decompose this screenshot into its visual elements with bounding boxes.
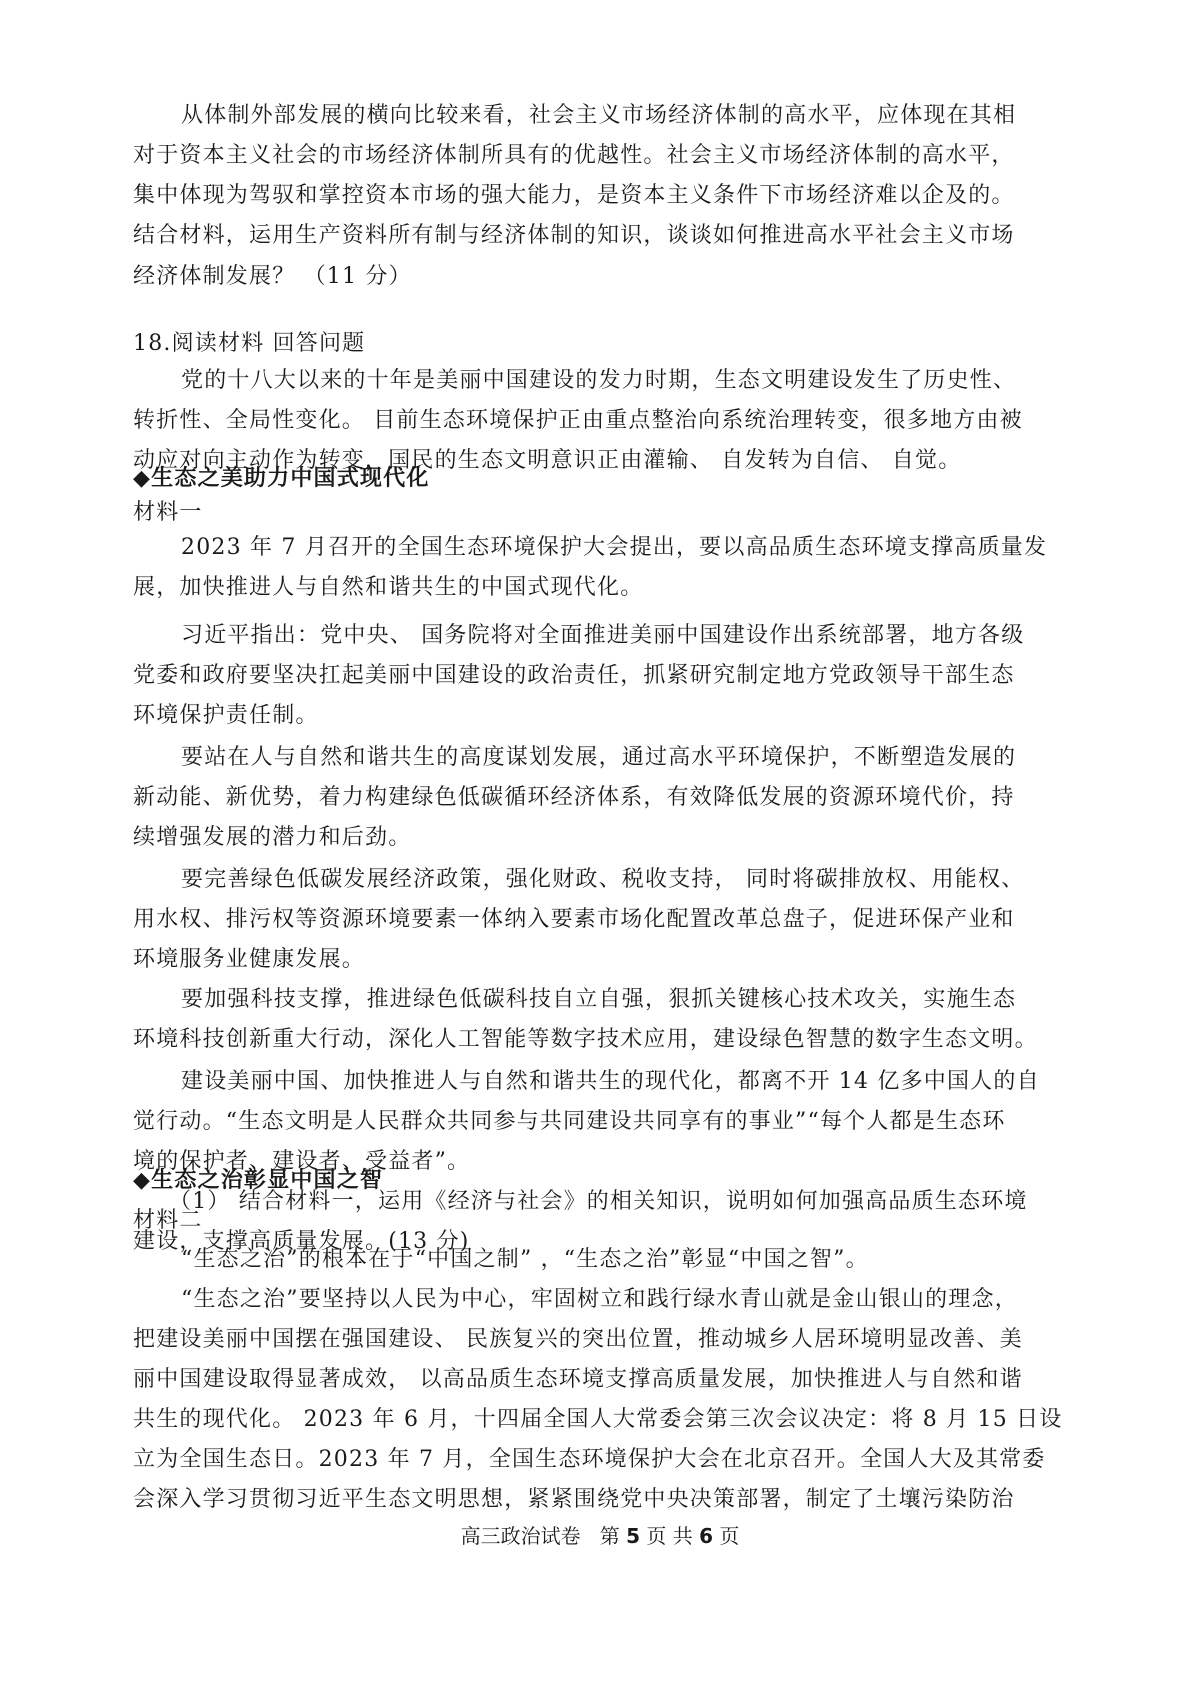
section-heading: ◆生态之治彰显中国之智 [133,1168,384,1193]
paragraph-line: 集中体现为驾驭和掌控资本市场的强大能力，是资本主义条件下市场经济难以企及的。 [133,183,1015,208]
intro-line: 动应对向主动作为转变，国民的生态文明意识正由灌输、 自发转为自信、 自觉。 [133,448,962,473]
material-line: 觉行动。“生态文明是人民群众共同参与共同建设共同享有的事业”“每个人都是生态环 [133,1109,1006,1134]
material-line: 续增强发展的潜力和后劲。 [133,825,412,850]
paragraph-line: 从体制外部发展的横向比较来看，社会主义市场经济体制的高水平，应体现在其相 [181,103,1017,128]
page-footer [0,1522,1200,1550]
footer-prefix: 高三政治试卷 [460,1524,581,1548]
material-line: 展，加快推进人与自然和谐共生的中国式现代化。 [133,575,644,600]
material-line: 党委和政府要坚决扛起美丽中国建设的政治责任，抓紧研究制定地方党政领导干部生态 [133,663,1015,688]
material-line: 丽中国建设取得显著成效， 以高品质生态环境支撑高质量发展，加快推进人与自然和谐 [133,1367,1023,1392]
footer-page-number: 5 [626,1524,640,1548]
material-line: 环境科技创新重大行动，深化人工智能等数字技术应用，建设绿色智慧的数字生态文明。 [133,1027,1038,1052]
material-line: 习近平指出：党中央、 国务院将对全面推进美丽中国建设作出系统部署，地方各级 [181,623,1025,648]
footer-page-word: 页 [719,1524,740,1548]
intro-line: 转折性、全局性变化。 目前生态环境保护正由重点整治向系统治理转变，很多地方由被 [133,408,1023,433]
paragraph-line: 对于资本主义社会的市场经济体制所具有的优越性。社会主义市场经济体制的高水平， [133,143,1015,168]
material-line: 新动能、新优势，着力构建绿色低碳循环经济体系，有效降低发展的资源环境代价，持 [133,785,1015,810]
subquestion-line: （1） 结合材料一，运用《经济与社会》的相关知识，说明如何加强高品质生态环境 [169,1189,1028,1214]
material-line: 共生的现代化。 2023 年 6 月，十四届全国人大常委会第三次会议决定：将 8 月 15 日设 [133,1407,1063,1432]
footer-total-pages: 6 [699,1524,713,1548]
material-line: 要站在人与自然和谐共生的高度谋划发展，通过高水平环境保护，不断塑造发展的 [181,745,1017,770]
paragraph-line: 结合材料，运用生产资料所有制与经济体制的知识，谈谈如何推进高水平社会主义市场 [133,223,1015,248]
material-line: 要加强科技支撑，推进绿色低碳科技自立自强，狠抓关键核心技术攻关，实施生态 [181,987,1017,1012]
material-line: 建设美丽中国、加快推进人与自然和谐共生的现代化，都离不开 14 亿多中国人的自 [181,1069,1040,1094]
material-label: 材料一 [133,500,203,525]
material-line: 环境保护责任制。 [133,703,319,728]
material-label: 材料二 [133,1208,203,1233]
material-line: 境的保护者、建设者、受益者”。 [133,1149,471,1174]
subquestion-line: 建设，支撑高质量发展。(13 分) [133,1229,470,1254]
material-line: “生态之治”要坚持以人民为中心，牢固树立和践行绿水青山就是金山银山的理念， [181,1287,1018,1312]
intro-line: 党的十八大以来的十年是美丽中国建设的发力时期，生态文明建设发生了历史性、 [181,368,1017,393]
material-line: “生态之治”的根本在于“中国之制” ，“生态之治”彰显“中国之智”。 [181,1247,869,1272]
footer-page-word: 第 [599,1524,620,1548]
footer-page-word: 页 共 [646,1524,693,1548]
material-line: 会深入学习贯彻习近平生态文明思想，紧紧围绕党中央决策部署，制定了土壤污染防治 [133,1487,1015,1512]
material-line: 环境服务业健康发展。 [133,947,366,972]
question-points-line: 经济体制发展？ （11 分） [133,264,412,289]
section-heading: ◆生态之美助力中国式现代化 [133,466,430,491]
material-line: 立为全国生态日。2023 年 7 月，全国生态环境保护大会在北京召开。全国人大及其常委 [133,1447,1046,1472]
material-line: 2023 年 7 月召开的全国生态环境保护大会提出，要以高品质生态环境支撑高质量发 [181,535,1048,560]
material-line: 要完善绿色低碳发展经济政策，强化财政、税收支持， 同时将碳排放权、用能权、 [181,867,1025,892]
material-line: 把建设美丽中国摆在强国建设、 民族复兴的突出位置，推动城乡人居环境明显改善、美 [133,1327,1023,1352]
material-line: 用水权、排污权等资源环境要素一体纳入要素市场化配置改革总盘子，促进环保产业和 [133,907,1015,932]
question-title: 18.阅读材料 回答问题 [133,331,366,356]
